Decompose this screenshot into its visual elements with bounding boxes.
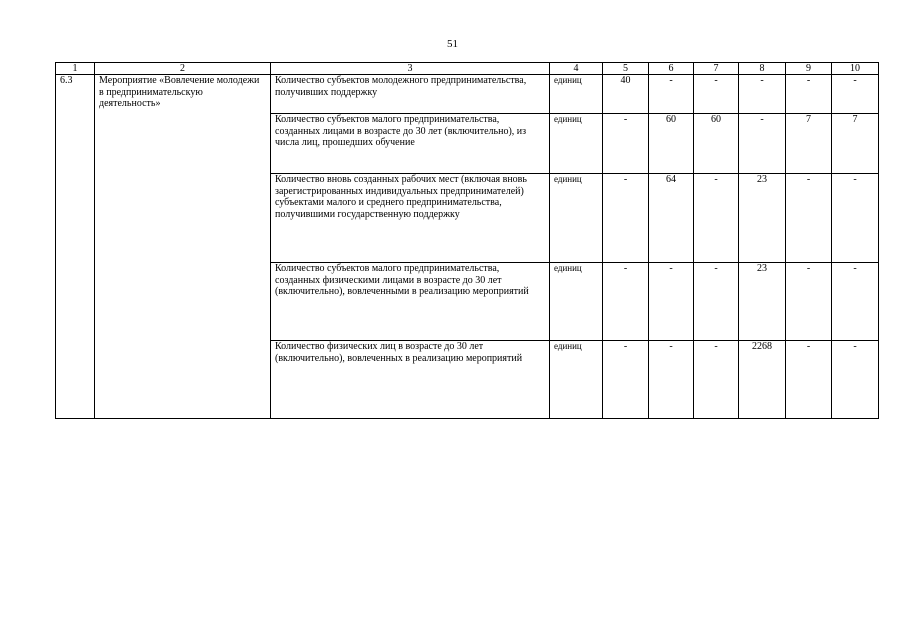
- header-cell: 4: [550, 63, 603, 75]
- event-cell: Мероприятие «Вовлечение молодежи в предпринимательскую деятельность»: [95, 75, 271, 419]
- value-cell: 40: [603, 75, 649, 114]
- value-cell: 60: [649, 114, 694, 174]
- value-cell: -: [603, 174, 649, 263]
- indicator-cell: Количество вновь созданных рабочих мест (включая вновь зарегистрированных индивидуальных предпринимателей) субъектами малого и среднего предпринимательства, получившими государственную поддержку: [271, 174, 550, 263]
- header-cell: 2: [95, 63, 271, 75]
- value-cell: -: [603, 263, 649, 341]
- value-cell: -: [649, 75, 694, 114]
- value-cell: -: [832, 174, 879, 263]
- value-cell: 7: [832, 114, 879, 174]
- value-cell: -: [739, 114, 786, 174]
- value-cell: 23: [739, 263, 786, 341]
- indicator-cell: Количество субъектов малого предпринимательства, созданных лицами в возрасте до 30 лет (включительно), из числа лиц, прошедших обучение: [271, 114, 550, 174]
- value-cell: -: [603, 341, 649, 419]
- value-cell: -: [649, 263, 694, 341]
- header-cell: 9: [786, 63, 832, 75]
- value-cell: -: [694, 75, 739, 114]
- value-cell: -: [786, 341, 832, 419]
- unit-cell: единиц: [550, 75, 603, 114]
- indicators-table: [55, 62, 879, 419]
- value-cell: -: [832, 341, 879, 419]
- value-cell: 2268: [739, 341, 786, 419]
- header-cell: 1: [56, 63, 95, 75]
- row-id-cell: 6.3: [56, 75, 95, 419]
- header-cell: 7: [694, 63, 739, 75]
- value-cell: -: [739, 75, 786, 114]
- value-cell: 23: [739, 174, 786, 263]
- header-cell: 3: [271, 63, 550, 75]
- value-cell: 60: [694, 114, 739, 174]
- value-cell: -: [694, 263, 739, 341]
- value-cell: -: [603, 114, 649, 174]
- page-number: 51: [447, 38, 458, 50]
- value-cell: -: [694, 341, 739, 419]
- value-cell: -: [786, 263, 832, 341]
- value-cell: -: [649, 341, 694, 419]
- header-cell: 8: [739, 63, 786, 75]
- header-cell: 5: [603, 63, 649, 75]
- indicator-cell: Количество субъектов молодежного предпринимательства, получивших поддержку: [271, 75, 550, 114]
- header-cell: 6: [649, 63, 694, 75]
- indicator-cell: Количество субъектов малого предпринимательства, созданных физическими лицами в возрасте до 30 лет (включительно), вовлеченными в реализацию мероприятий: [271, 263, 550, 341]
- indicator-cell: Количество физических лиц в возрасте до 30 лет (включительно), вовлеченных в реализацию мероприятий: [271, 341, 550, 419]
- header-row: [56, 63, 879, 75]
- table-row: [56, 75, 879, 114]
- value-cell: 7: [786, 114, 832, 174]
- header-cell: 10: [832, 63, 879, 75]
- unit-cell: единиц: [550, 341, 603, 419]
- value-cell: -: [786, 75, 832, 114]
- value-cell: -: [694, 174, 739, 263]
- unit-cell: единиц: [550, 263, 603, 341]
- unit-cell: единиц: [550, 174, 603, 263]
- value-cell: -: [832, 75, 879, 114]
- value-cell: -: [786, 174, 832, 263]
- unit-cell: единиц: [550, 114, 603, 174]
- value-cell: -: [832, 263, 879, 341]
- value-cell: 64: [649, 174, 694, 263]
